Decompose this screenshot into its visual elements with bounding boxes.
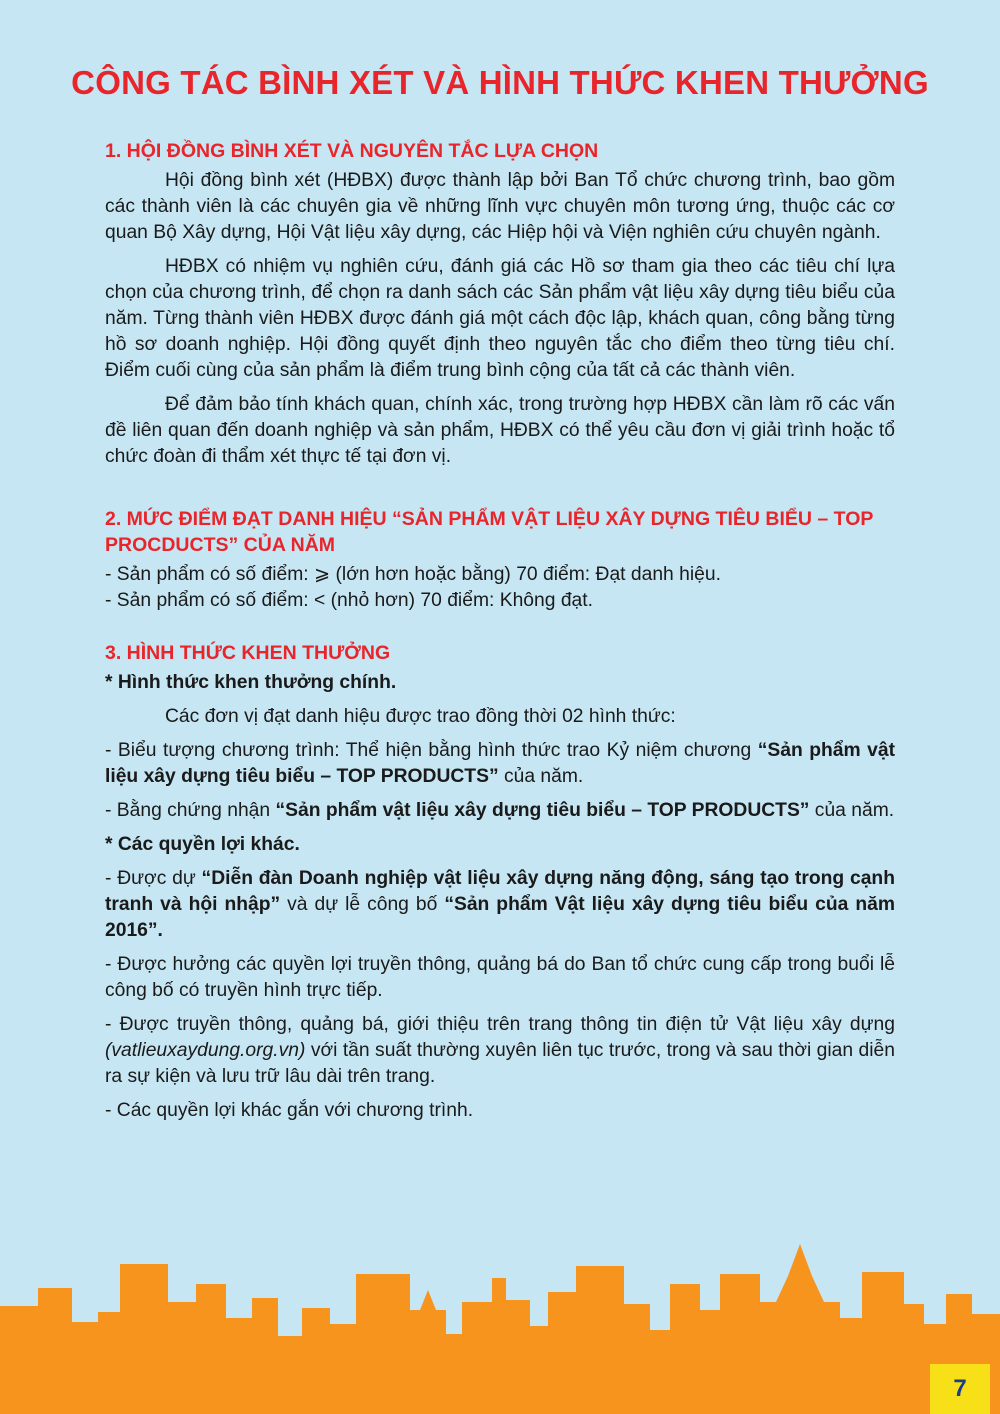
page-number: 7	[953, 1375, 967, 1402]
section-2-line-1: - Sản phẩm có số điểm: ⩾ (lớn hơn hoặc bằng) 70 điểm: Đạt danh hiệu.	[105, 564, 721, 585]
section-1-paragraph-3: Để đảm bảo tính khách quan, chính xác, trong trường hợp HĐBX cần làm rõ các vấn đề liên quan đến doanh nghiệp và sản phẩm, HĐBX có thể yêu cầu đơn vị giải trình hoặc tổ chức đoàn đi thẩm xét thực tế tại đơn vị.	[105, 394, 895, 467]
section-3-intro: Các đơn vị đạt danh hiệu được trao đồng thời 02 hình thức:	[165, 706, 676, 727]
city-skyline-decoration	[0, 1244, 1000, 1414]
section-1-paragraph-1: Hội đồng bình xét (HĐBX) được thành lập bởi Ban Tổ chức chương trình, bao gồm các thành viên là các chuyên gia về những lĩnh vực chuyên môn tương ứng, thuộc các cơ quan Bộ Xây dựng, Hội Vật liệu xây dựng, các Hiệp hội và Viện nghiên cứu chuyên ngành.	[105, 170, 895, 243]
award-item-2: - Bằng chứng nhận “Sản phẩm vật liệu xây dựng tiêu biểu – TOP PRODUCTS” của năm.	[105, 800, 895, 821]
benefit-item-3: - Được truyền thông, quảng bá, giới thiệu trên trang thông tin điện tử Vật liệu xây dựng (vatlieuxaydung.org.vn) với tần suất thường xuyên liên tục trước, trong và sau thời gian diễn ra sự kiện và lưu trữ lâu dài trên trang.	[105, 1014, 895, 1087]
section-3-subheading-other: * Các quyền lợi khác.	[105, 834, 300, 855]
section-2-heading: 2. MỨC ĐIỂM ĐẠT DANH HIỆU “SẢN PHẨM VẬT LIỆU XÂY DỰNG TIÊU BIỂU – TOP PROCDUCTS” CỦA NĂM	[105, 508, 874, 556]
award-item-1: - Biểu tượng chương trình: Thể hiện bằng hình thức trao Kỷ niệm chương “Sản phẩm vật liệu xây dựng tiêu biểu – TOP PRODUCTS” của năm.	[105, 740, 895, 787]
page-title: CÔNG TÁC BÌNH XÉT VÀ HÌNH THỨC KHEN THƯỞNG	[71, 64, 929, 101]
benefit-item-2: - Được hưởng các quyền lợi truyền thông, quảng bá do Ban tổ chức cung cấp trong buổi lễ công bố có truyền hình trực tiếp.	[105, 954, 895, 1001]
section-1-paragraph-2: HĐBX có nhiệm vụ nghiên cứu, đánh giá các Hồ sơ tham gia theo các tiêu chí lựa chọn của chương trình, để chọn ra danh sách các Sản phẩm vật liệu xây dựng tiêu biểu của năm. Từng thành viên HĐBX được đánh giá một cách độc lập, khách quan, công bằng từng hồ sơ doanh nghiệp. Hội đồng quyết định theo nguyên tắc cho điểm theo từng tiêu chí. Điểm cuối cùng của sản phẩm là điểm trung bình cộng của tất cả các thành viên.	[105, 256, 895, 381]
main-content	[105, 138, 895, 1132]
benefit-item-4: - Các quyền lợi khác gắn với chương trình.	[105, 1100, 474, 1121]
section-3-heading: 3. HÌNH THỨC KHEN THƯỞNG	[105, 642, 391, 664]
page-number-box	[930, 1364, 990, 1414]
benefit-item-1: - Được dự “Diễn đàn Doanh nghiệp vật liệu xây dựng năng động, sáng tạo trong cạnh tranh và hội nhập” và dự lễ công bố “Sản phẩm Vật liệu xây dựng tiêu biểu của năm 2016”.	[105, 868, 895, 941]
section-1-heading: 1. HỘI ĐỒNG BÌNH XÉT VÀ NGUYÊN TẮC LỰA CHỌN	[105, 140, 599, 162]
section-3-subheading-main: * Hình thức khen thưởng chính.	[105, 672, 397, 693]
section-2-line-2: - Sản phẩm có số điểm: < (nhỏ hơn) 70 điểm: Không đạt.	[105, 590, 593, 611]
